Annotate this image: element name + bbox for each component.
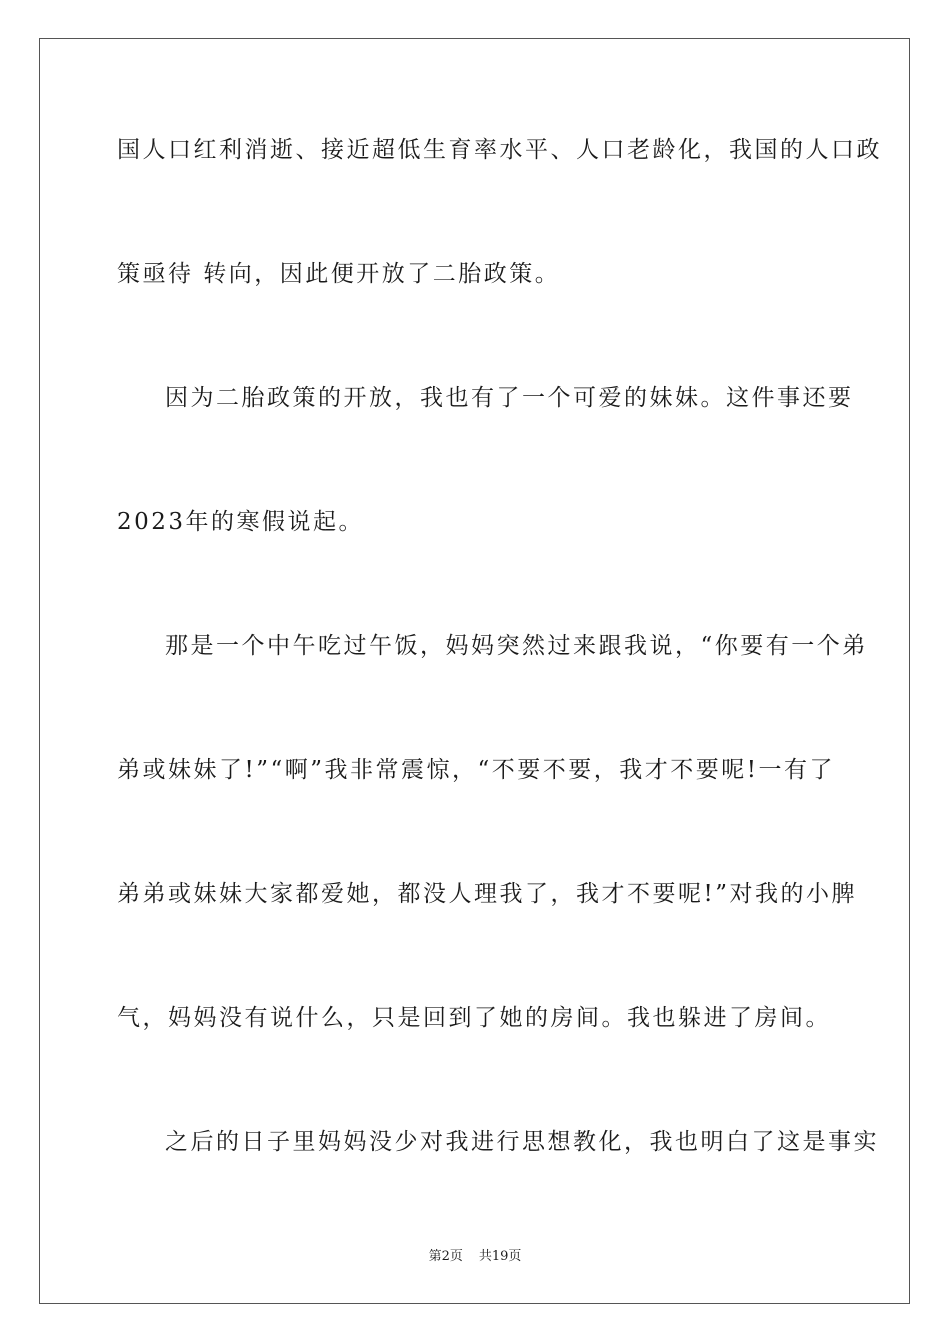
text-line: 2023年的寒假说起。	[117, 509, 365, 535]
text-line: 气，妈妈没有说什么，只是回到了她的房间。我也躲进了房间。	[117, 1005, 831, 1031]
text-line: 之后的日子里妈妈没少对我进行思想教化，我也明白了这是事实	[165, 1129, 879, 1155]
text-line: 弟弟或妹妹大家都爱她，都没人理我了，我才不要呢!”对我的小脾	[117, 881, 858, 907]
page-total: 共19页	[478, 1249, 522, 1264]
text-line: 弟或妹妹了!”“啊”我非常震惊，“不要不要，我才不要呢!一有了	[117, 757, 836, 783]
text-line: 那是一个中午吃过午饭，妈妈突然过来跟我说，“你要有一个弟	[165, 633, 868, 659]
text-line: 策亟待 转向，因此便开放了二胎政策。	[117, 261, 561, 287]
page-footer	[0, 1248, 950, 1266]
page-frame	[39, 38, 910, 1304]
page-number: 第2页	[428, 1249, 463, 1264]
text-line: 因为二胎政策的开放，我也有了一个可爱的妹妹。这件事还要	[165, 385, 854, 411]
text-line: 国人口红利消逝、接近超低生育率水平、人口老龄化，我国的人口政	[117, 137, 882, 163]
